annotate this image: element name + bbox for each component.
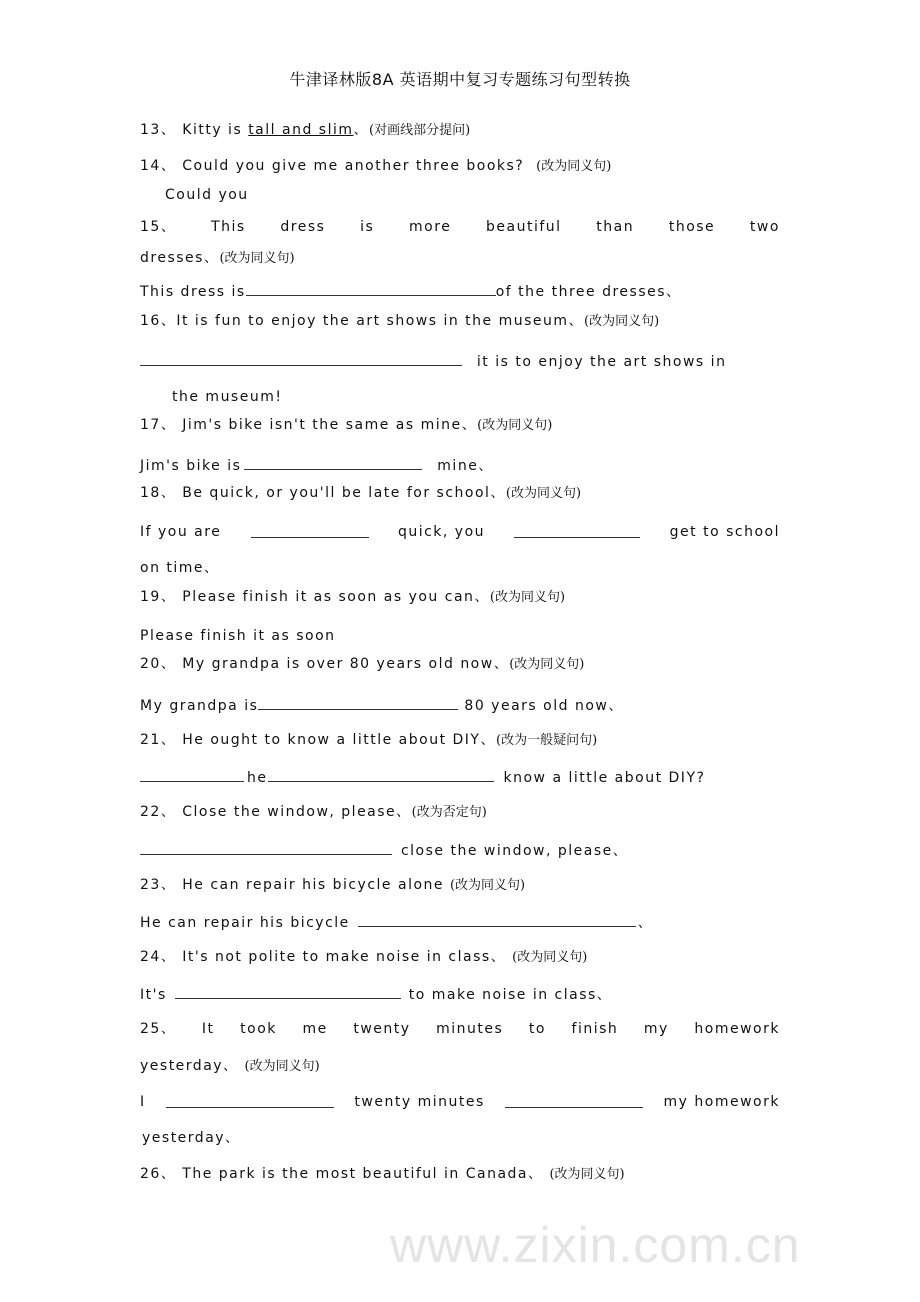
word: two	[749, 219, 780, 235]
answer-blank[interactable]	[268, 767, 494, 782]
word: homework	[694, 1021, 780, 1037]
q-text: he	[247, 770, 268, 786]
q-text: 、	[353, 122, 369, 138]
q-text: I	[140, 1094, 146, 1110]
instruction: (改为同义句)	[489, 590, 566, 605]
question-17	[140, 416, 552, 435]
question-24	[140, 948, 587, 967]
word: than	[596, 219, 635, 235]
q-text: 14、 Could you give me another three books?	[140, 158, 525, 174]
question-15	[140, 218, 780, 236]
watermark: www.zixin.com.cn	[390, 1217, 801, 1273]
question-15-cont	[140, 249, 295, 268]
answer-blank[interactable]	[140, 840, 392, 855]
instruction: (改为同义句)	[584, 314, 660, 329]
answer-blank[interactable]	[166, 1093, 334, 1108]
word: This	[211, 219, 246, 235]
answer-25-cont: yesterday、	[142, 1130, 241, 1146]
answer-23	[140, 912, 653, 932]
q-text: 17、 Jim's bike isn't the same as mine、	[140, 417, 478, 433]
q-text: 23、 He can repair his bicycle alone	[140, 877, 445, 893]
q-text: quick, you	[397, 524, 486, 540]
answer-blank[interactable]	[358, 912, 636, 927]
answer-16-cont: the museum!	[172, 389, 283, 405]
q-text: 80 years old now、	[464, 698, 624, 714]
word: more	[409, 219, 452, 235]
question-19	[140, 588, 565, 607]
q-text: 、	[637, 915, 654, 931]
q-text: 20、 My grandpa is over 80 years old now、	[140, 656, 510, 672]
answer-21	[137, 767, 705, 787]
word: finish	[571, 1021, 619, 1037]
q-text: it is to enjoy the art shows in	[476, 354, 727, 370]
instruction: (改为同义句)	[505, 486, 582, 501]
answer-18	[140, 523, 780, 541]
answer-blank[interactable]	[244, 455, 422, 470]
question-25-cont	[140, 1057, 320, 1076]
answer-blank[interactable]	[251, 523, 369, 538]
q-text: 18、 Be quick, or you'll be late for school、	[140, 485, 506, 501]
q-text: 21、 He ought to know a little about DIY、	[140, 732, 496, 748]
question-26	[140, 1165, 625, 1184]
answer-blank[interactable]	[246, 281, 496, 296]
word: those	[668, 219, 716, 235]
instruction: (改为同义句)	[549, 1167, 625, 1182]
q-text: close the window, please、	[400, 843, 629, 859]
word: twenty	[353, 1021, 411, 1037]
answer-blank[interactable]	[258, 695, 458, 710]
answer-17	[140, 455, 494, 475]
q-text: mine、	[437, 458, 494, 474]
answer-15	[140, 281, 682, 301]
answer-14: Could you	[165, 187, 249, 203]
instruction: (改为同义句)	[512, 950, 588, 965]
answer-blank[interactable]	[514, 523, 640, 538]
word: beautiful	[486, 219, 562, 235]
q-text: dresses、	[140, 250, 220, 266]
word: It	[201, 1021, 215, 1037]
word: is	[360, 219, 375, 235]
instruction: (改为一般疑问句)	[496, 733, 598, 748]
instruction: (改为否定句)	[411, 805, 487, 820]
question-21	[140, 731, 597, 750]
question-25	[140, 1020, 780, 1038]
word: took	[240, 1021, 277, 1037]
q-text: 22、 Close the window, please、	[140, 804, 412, 820]
word: dress	[280, 219, 326, 235]
question-13	[140, 121, 470, 140]
q-text: twenty minutes	[354, 1094, 485, 1110]
instruction: (改为同义句)	[536, 159, 612, 174]
q-text: It's	[140, 987, 167, 1003]
question-16	[140, 312, 659, 331]
answer-blank[interactable]	[175, 984, 401, 999]
instruction: (改为同义句)	[219, 251, 295, 266]
underlined-part: tall and slim	[248, 122, 354, 138]
word: 25、	[140, 1021, 177, 1037]
word: to	[528, 1021, 546, 1037]
question-20	[140, 655, 584, 674]
question-14	[140, 157, 611, 176]
word: me	[302, 1021, 328, 1037]
q-text: yesterday、	[140, 1058, 245, 1074]
q-text: get to school	[669, 524, 780, 540]
answer-16	[137, 351, 726, 371]
word: minutes	[436, 1021, 504, 1037]
answer-24	[140, 984, 612, 1004]
question-18	[140, 484, 581, 503]
question-23	[140, 876, 525, 895]
answer-20	[140, 695, 624, 715]
instruction: (改为同义句)	[477, 418, 553, 433]
question-22	[140, 803, 487, 822]
answer-19: Please finish it as soon	[140, 628, 336, 644]
q-text: Jim's bike is	[140, 458, 242, 474]
q-text: He can repair his bicycle	[140, 915, 350, 931]
instruction: (改为同义句)	[509, 657, 585, 672]
word: 15、	[140, 219, 177, 235]
q-text: 13、 Kitty is	[140, 122, 249, 138]
q-text: If you are	[140, 524, 222, 540]
q-text: 19、 Please finish it as soon as you can、	[140, 589, 490, 605]
q-text: 16、It is fun to enjoy the art shows in the museum、	[140, 313, 585, 329]
word: my	[643, 1021, 669, 1037]
instruction: (改为同义句)	[449, 878, 526, 893]
answer-blank[interactable]	[140, 767, 244, 782]
q-text: to make noise in class、	[408, 987, 613, 1003]
q-text: my homework	[663, 1094, 780, 1110]
q-text: of the three dresses、	[495, 284, 682, 300]
instruction: (改为同义句)	[244, 1059, 320, 1074]
q-text: 26、 The park is the most beautiful in Canada、	[140, 1166, 550, 1182]
answer-22	[137, 840, 628, 860]
q-text: know a little about DIY?	[503, 770, 706, 786]
answer-blank[interactable]	[505, 1093, 643, 1108]
q-text: 24、 It's not polite to make noise in class、	[140, 949, 507, 965]
page-title: 牛津译林版8A 英语期中复习专题练习句型转换	[289, 70, 631, 89]
q-text: This dress is	[140, 284, 246, 300]
answer-18-cont: on time、	[140, 560, 220, 576]
answer-25	[140, 1093, 780, 1111]
answer-blank[interactable]	[140, 351, 462, 366]
instruction: (对画线部分提问)	[369, 123, 471, 138]
q-text: My grandpa is	[140, 698, 259, 714]
